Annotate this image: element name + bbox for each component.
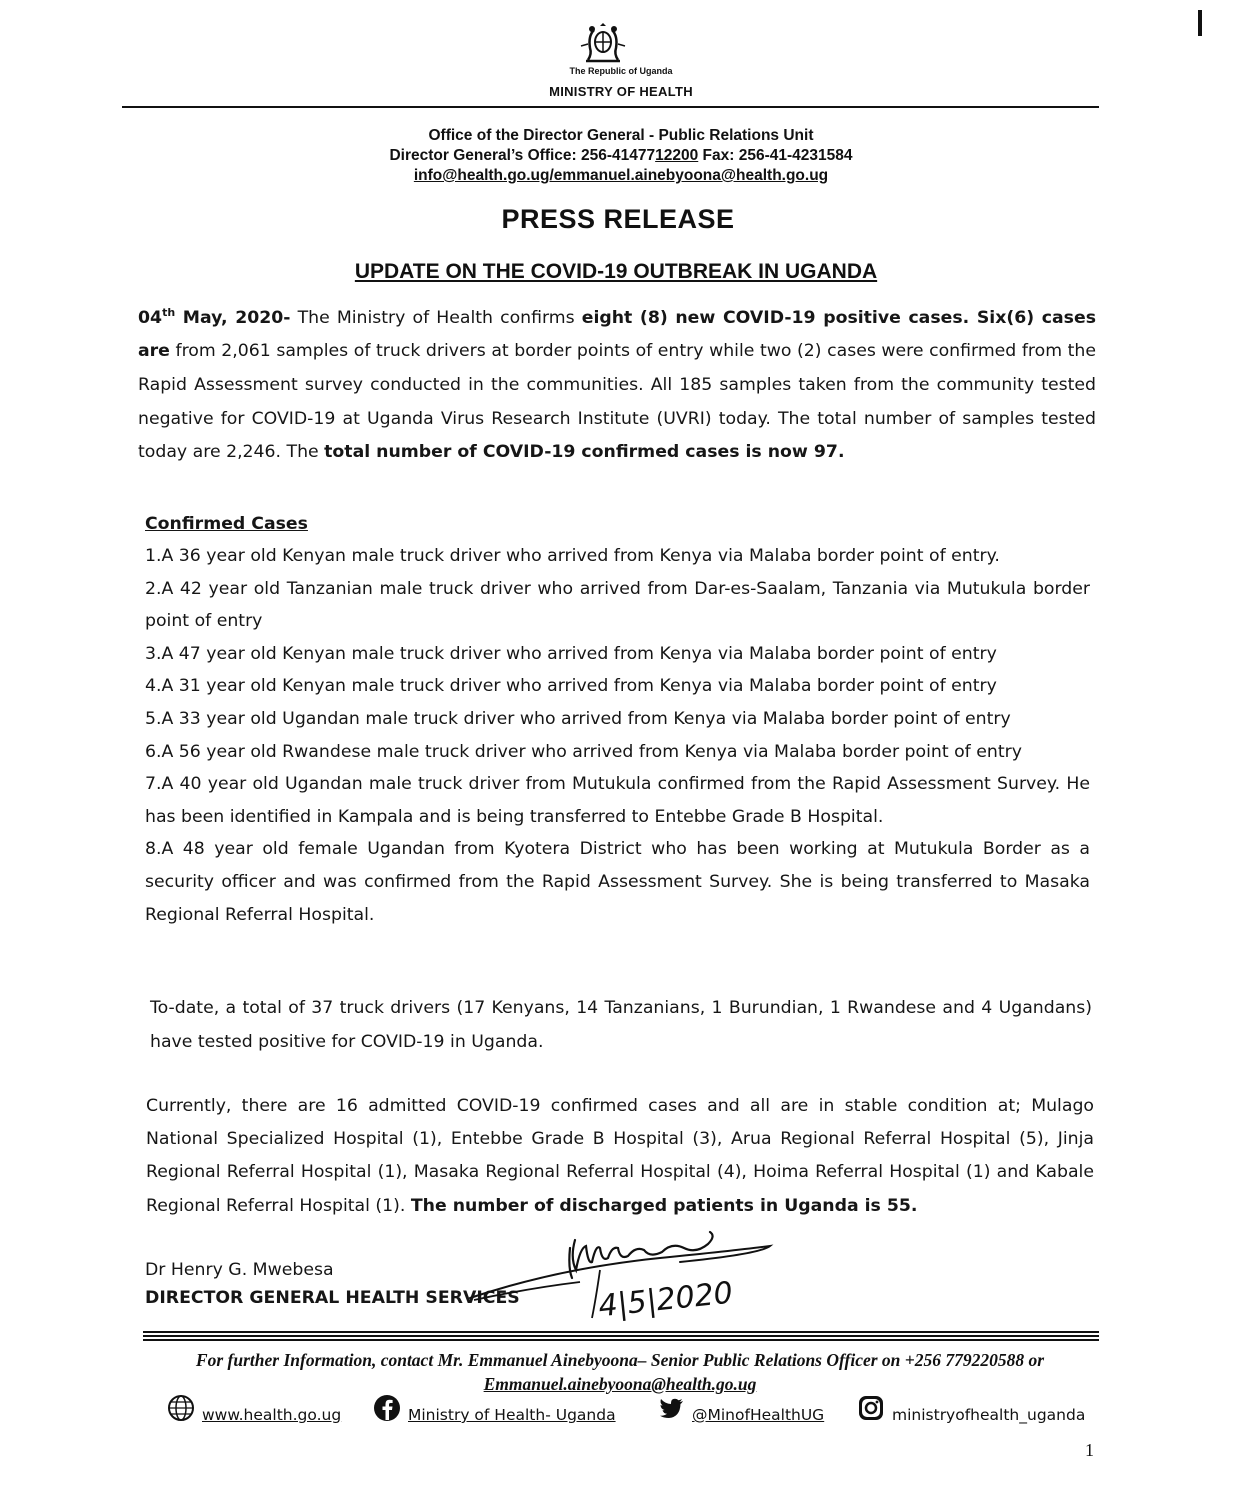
facebook-icon [372,1393,402,1423]
case-item: 6.A 56 year old Rwandese male truck driver who arrived from Kenya via Malaba border point of entry [145,741,1022,762]
case-item: 7.A 40 year old Ugandan male truck driver from Mutukula confirmed from the Rapid Assessment Survey. He has been identified in Kampala and is being transferred to Entebbe Grade B Hospital. [145,774,1090,827]
press-release-heading: PRESS RELEASE [501,204,735,234]
page-number: 1 [1085,1440,1094,1460]
date-suffix: th [162,306,176,319]
case-item: 3.A 47 year old Kenyan male truck driver who arrived from Kenya via Malaba border point of entry [145,643,997,664]
office-email-link[interactable]: info@health.go.ug/emmanuel.ainebyoona@health.go.ug [413,167,829,184]
office-phone-b: 12200 [655,147,699,164]
case-item: 8.A 48 year old female Ugandan from Kyotera District who has been working at Mutukula Border as a security officer and was confirmed from the Rapid Assessment Survey. She is being transferred to Masaka Regional Referral Hospital. [145,839,1090,925]
twitter-icon [656,1393,686,1423]
date-day: 04 [138,307,163,328]
case-item: 4.A 31 year old Kenyan male truck driver who arrived from Kenya via Malaba border point of entry [145,676,997,697]
signatory-name: Dr Henry G. Mwebesa [145,1260,334,1280]
case-item: 2.A 42 year old Tanzanian male truck driver who arrived from Dar-es-Saalam, Tanzania via Mutukula border point of entry [145,578,1090,632]
case-item: 5.A 33 year old Ugandan male truck driver who arrived from Kenya via Malaba border point of entry [145,708,1011,729]
intro-paragraph [138,296,1096,470]
intro-text-2: from 2,061 samples of truck drivers at border points of entry while two (2) cases were confirmed from the Rapid Assessment survey conducted in the communities. All 185 samples taken from the community tested negative for COVID-19 at Uganda Virus Research Institute (UVRI) today. The total number of samples tested today are 2,246. The [138,341,1096,463]
case-item: 1.A 36 year old Kenyan male truck driver who arrived from Kenya via Malaba border point of entry. [145,546,1000,566]
further-info [180,1348,1060,1396]
admitted-paragraph [146,1090,1094,1223]
confirmed-cases-heading: Confirmed Cases [145,514,308,534]
office-block [0,126,1242,186]
office-phone-a: Director General’s Office: 256-41477 [389,147,656,164]
globe-icon [166,1393,196,1423]
ministry-label: MINISTRY OF HEALTH [549,84,693,99]
intro-text-1: The Ministry of Health confirms [290,307,582,328]
update-title: UPDATE ON THE COVID-19 OUTBREAK IN UGANDA [354,260,878,283]
release-date [138,308,290,328]
discharged-text: The number of discharged patients in Uganda is 55. [410,1195,918,1216]
instagram-handle[interactable]: ministryofhealth_uganda [892,1406,1086,1424]
truck-drivers-paragraph: To-date, a total of 37 truck drivers (17 Kenyans, 14 Tanzanians, 1 Burundian, 1 Rwandese and 4 Ugandans) have tested positive for COVID-19 in Uganda. [150,998,1092,1052]
instagram-link-group[interactable] [856,1392,1085,1424]
further-email-link[interactable]: Emmanuel.ainebyoona@health.go.ug [483,1374,757,1394]
handwritten-signature [440,1218,800,1328]
footer-divider [143,1331,1099,1343]
date-rest: May, 2020- [175,307,291,328]
further-text: For further Information, contact Mr. Emmanuel Ainebyoona– Senior Public Relations Officer on +256 779220588 or [195,1350,1045,1370]
website-link-group[interactable] [166,1392,341,1424]
instagram-icon [856,1393,886,1423]
signatory-title: DIRECTOR GENERAL HEALTH SERVICES [145,1288,520,1308]
uganda-coat-of-arms-icon [578,22,628,64]
twitter-link-group[interactable] [656,1392,824,1424]
website-link[interactable]: www.health.go.ug [202,1406,342,1424]
office-line: Office of the Director General - Public Relations Unit [428,127,814,144]
republic-label: The Republic of Uganda [569,66,673,76]
scan-mark [1198,10,1202,36]
intro-bold-2: total number of COVID-19 confirmed cases is now 97. [324,442,845,463]
header-divider [122,106,1099,108]
office-phone-line [0,146,1242,166]
intro-bold-1: eight (8) new COVID-19 positive cases. Six(6) cases are [138,307,1096,362]
twitter-handle[interactable]: @MinofHealthUG [692,1406,825,1424]
admitted-text: Currently, there are 16 admitted COVID-19 confirmed cases and all are in stable condition at; Mulago National Specialized Hospital (1), Entebbe Grade B Hospital (3), Arua Regional Referral Hospital (5), Jinja Regional Referral Hospital (1), Masaka Regional Referral Hospital (4), Hoima Referral Hospital (1) and Kabale Regional Referral Hospital (1). [146,1096,1094,1216]
office-fax: Fax: 256-41-4231584 [698,147,853,164]
facebook-link[interactable]: Ministry of Health- Uganda [408,1406,616,1424]
facebook-link-group[interactable] [372,1392,616,1424]
social-links [166,1392,1106,1432]
confirmed-cases-list [145,540,1090,931]
signature-date: 4|5|2020 [596,1275,735,1325]
